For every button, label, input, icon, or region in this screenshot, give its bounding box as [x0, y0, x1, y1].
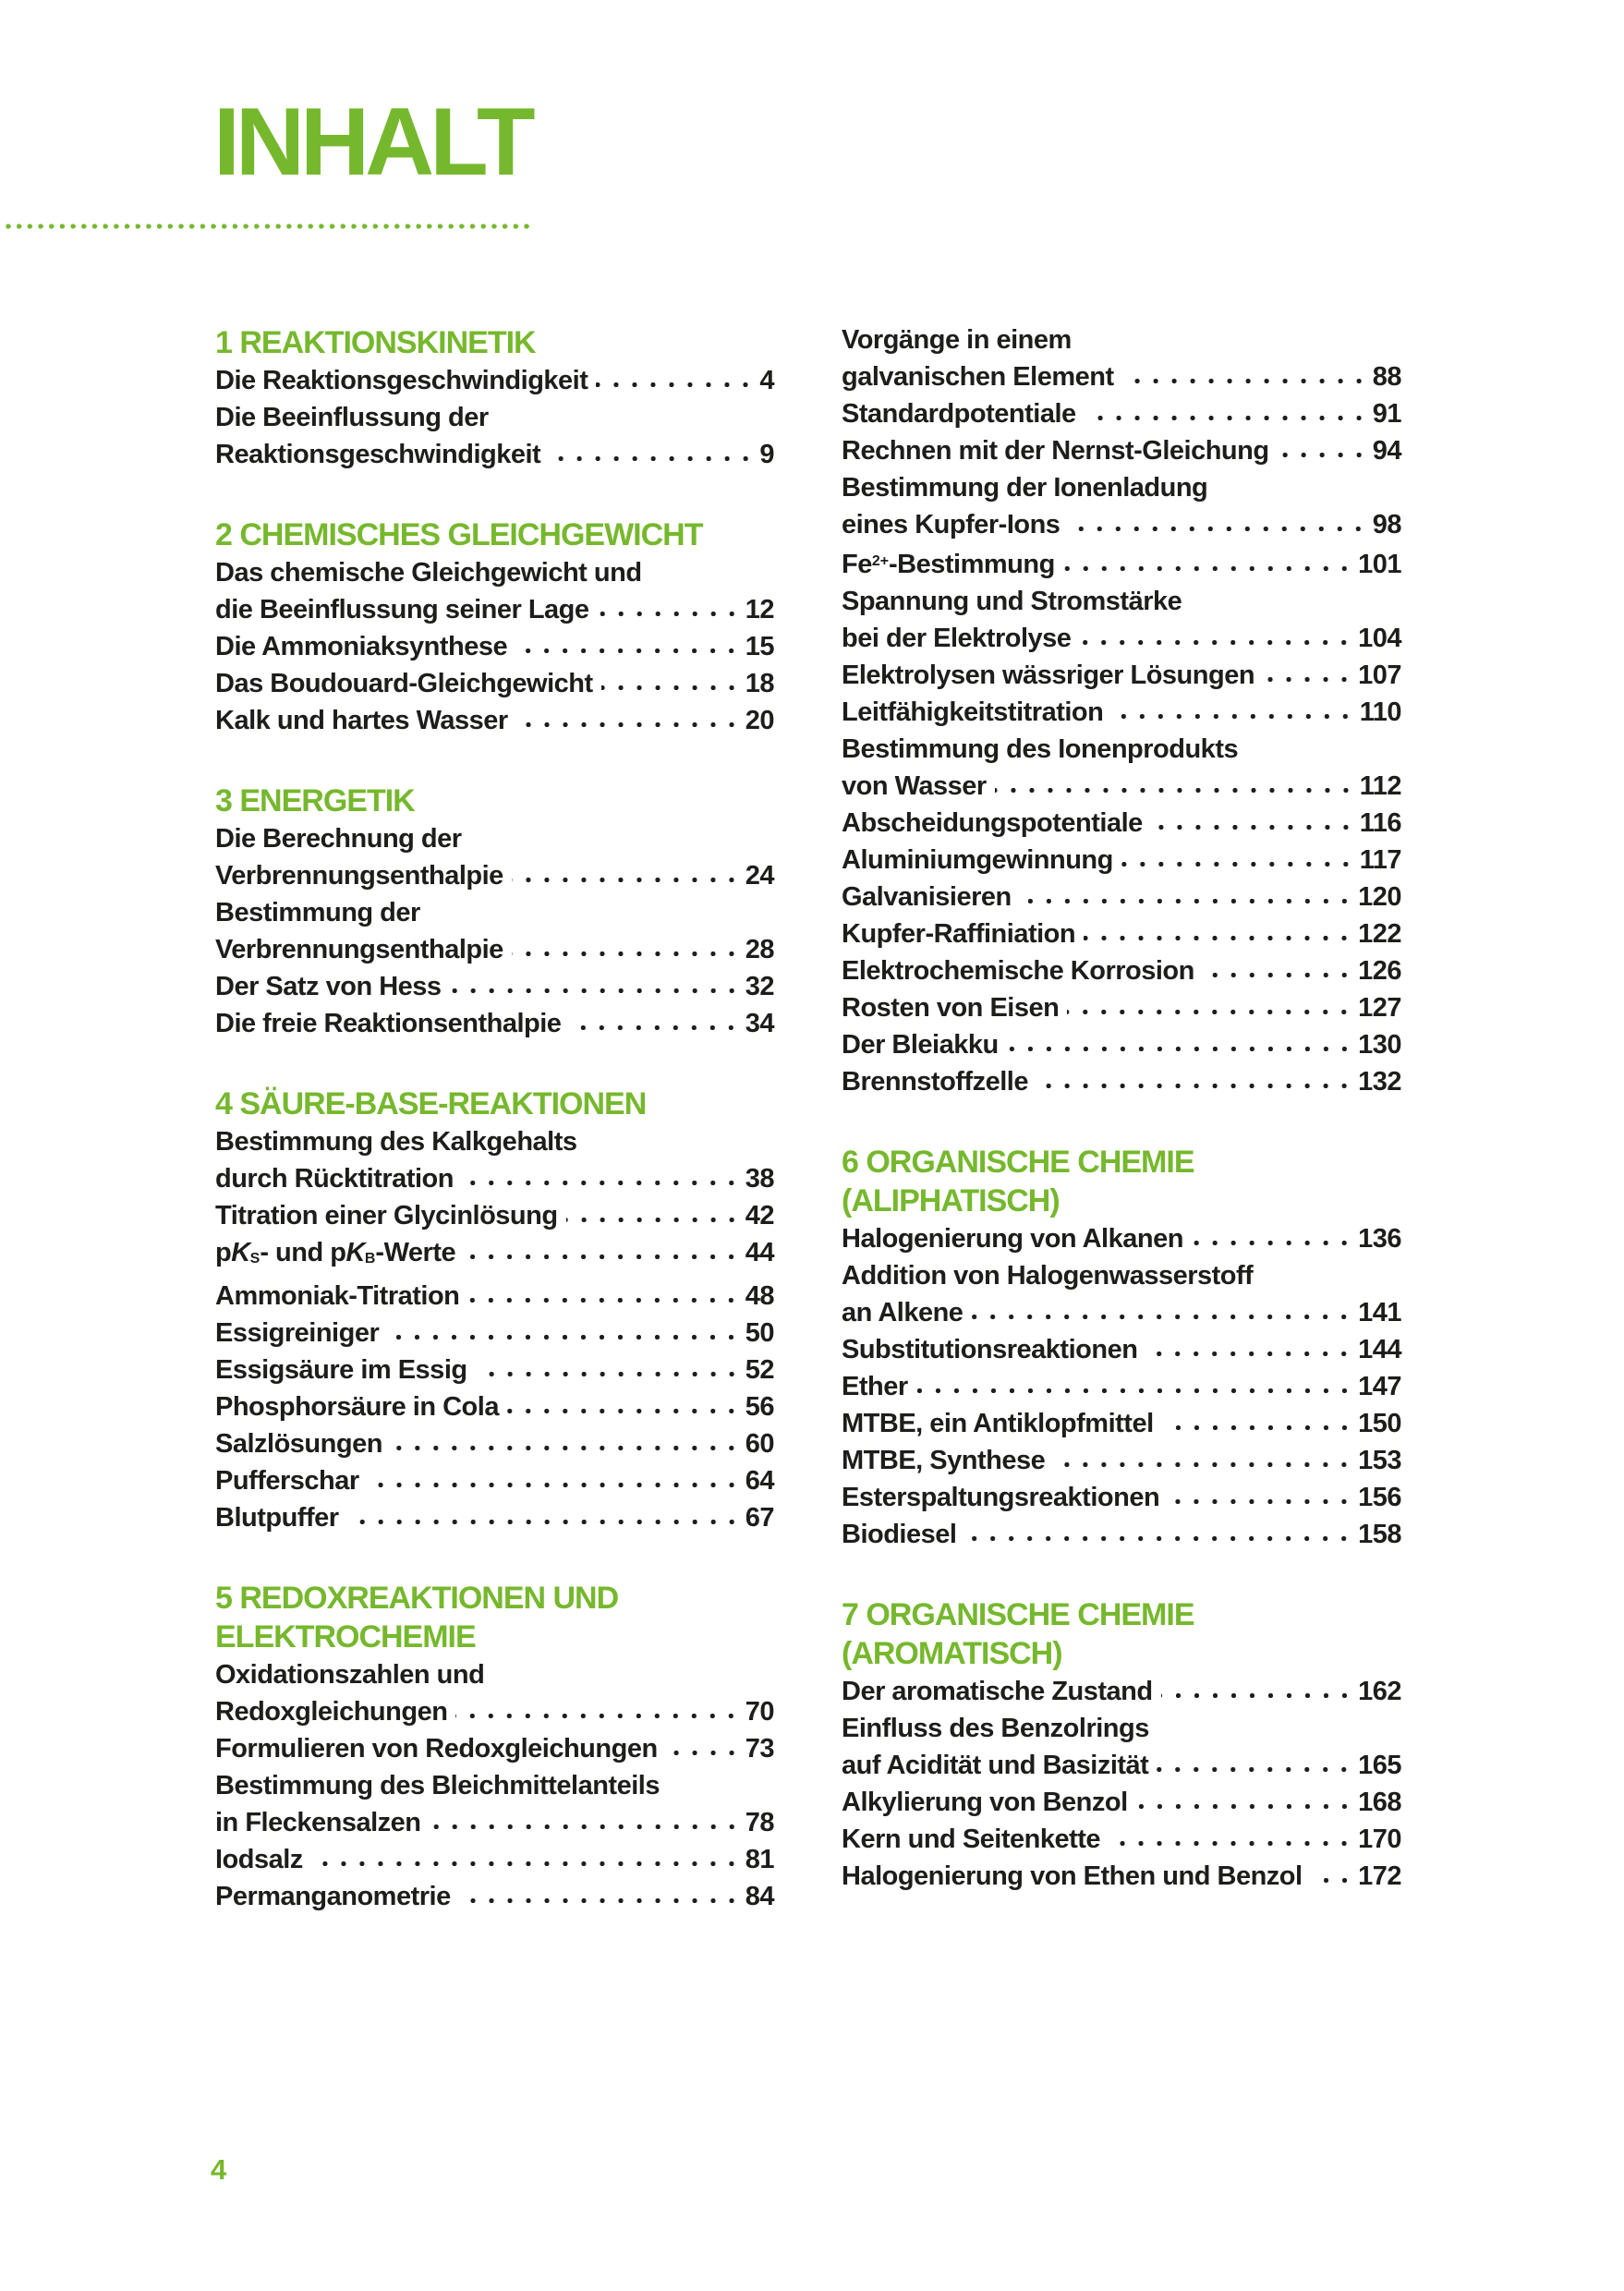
entry-label: durch Rücktitration [215, 1164, 454, 1194]
leader-dots [1157, 1765, 1353, 1774]
leader-dots [666, 1749, 741, 1757]
leader-dots [964, 1534, 1353, 1543]
leader-dots [347, 1518, 741, 1526]
entry-page-number: 78 [745, 1807, 774, 1837]
toc-entry-wrap-line [215, 554, 774, 591]
section-heading-line: ELEKTROCHEMIE [215, 1618, 476, 1655]
leader-dots [516, 721, 741, 729]
entry-label: Die freie Reaktionsenthalpie [215, 1009, 562, 1038]
entry-label: auf Acidität und Basizität [842, 1750, 1149, 1780]
entry-label: Elektrochemische Korrosion [842, 955, 1194, 986]
entry-label: MTBE, Synthese [842, 1445, 1046, 1475]
entry-label: Bestimmung der [215, 898, 420, 927]
toc-entry-wrap-line [215, 1767, 774, 1804]
toc-section [215, 515, 774, 739]
toc-entry [215, 665, 774, 702]
toc-entry [215, 1425, 774, 1462]
entry-label: Verbrennungsenthalpie [215, 935, 503, 964]
entry-label: Halogenierung von Ethen und Benzol [842, 1861, 1303, 1891]
toc-section [215, 782, 774, 1042]
entry-page-number: 67 [745, 1502, 774, 1533]
toc-entry [842, 1747, 1401, 1784]
entry-page-number: 162 [1358, 1676, 1401, 1706]
entry-label: Rechnen mit der Nernst-Gleichung [842, 436, 1269, 466]
toc-entry [215, 702, 774, 739]
section-heading-line: 7 ORGANISCHE CHEMIE [842, 1596, 1194, 1632]
leader-dots [1079, 638, 1353, 647]
entry-page-number: 34 [745, 1009, 774, 1038]
entry-label: Iodsalz [215, 1844, 303, 1874]
entry-label: Kern und Seitenkette [842, 1824, 1101, 1854]
toc-entry [842, 879, 1401, 915]
entry-label: die Beeinflussung seiner Lage [215, 595, 589, 624]
section-heading-line: (ALIPHATISCH) [842, 1182, 1060, 1218]
section-heading-line: 4 SÄURE-BASE-REAKTIONEN [215, 1086, 647, 1121]
entry-label: Standardpotentiale [842, 399, 1076, 429]
toc-entry [842, 620, 1401, 657]
toc-section [842, 1595, 1401, 1895]
entry-label: an Alkene [842, 1297, 963, 1327]
entry-label: Die Berechnung der [215, 824, 462, 854]
entry-label: Rosten von Eisen [842, 992, 1060, 1023]
leader-dots [1067, 1008, 1353, 1016]
leader-dots [1311, 1876, 1354, 1885]
entry-label: Kupfer-Raffiniation [842, 918, 1076, 949]
toc-entry-wrap-line [842, 1257, 1401, 1294]
toc-entry [842, 432, 1401, 469]
entry-label: Aluminiumgewinnung [842, 844, 1113, 875]
entry-label: Der aromatische Zustand [842, 1676, 1153, 1706]
toc-entry [842, 543, 1401, 583]
leader-dots [1109, 1839, 1353, 1848]
leader-dots [1162, 1424, 1353, 1432]
entry-page-number: 136 [1358, 1223, 1401, 1254]
entry-label: Abscheidungspotentiale [842, 807, 1143, 838]
entry-label: Bestimmung der Ionenladung [842, 473, 1208, 503]
toc-section [842, 321, 1401, 1100]
entry-label: Salzlösungen [215, 1428, 382, 1459]
entry-label: Verbrennungsenthalpie [215, 861, 503, 891]
entry-page-number: 44 [745, 1238, 774, 1267]
entry-label: Der Satz von Hess [215, 972, 442, 1001]
toc-entry [215, 1878, 774, 1915]
toc-column-right [842, 0, 1401, 1895]
entry-page-number: 127 [1358, 992, 1401, 1023]
entry-page-number: 73 [745, 1733, 774, 1764]
entry-label: Kalk und hartes Wasser [215, 706, 508, 735]
toc-entry [215, 1499, 774, 1536]
entry-page-number: 144 [1358, 1334, 1401, 1364]
entry-page-number: 70 [745, 1696, 774, 1727]
entry-label: Permanganometrie [215, 1881, 451, 1911]
leader-dots [1263, 675, 1353, 684]
leader-dots [598, 610, 741, 618]
leader-dots [464, 1253, 741, 1261]
leader-dots [1203, 971, 1353, 979]
toc-entry [842, 1673, 1401, 1710]
toc-entry [842, 395, 1401, 432]
entry-label: galvanischen Element [842, 362, 1114, 392]
entry-page-number: 104 [1358, 623, 1401, 653]
entry-label: Bestimmung des Ionenprodukts [842, 733, 1239, 764]
entry-label: Formulieren von Redoxgleichungen [215, 1733, 658, 1764]
leader-dots [1068, 525, 1367, 533]
entry-label: Pufferschar [215, 1465, 359, 1496]
toc-entry [842, 1821, 1401, 1858]
leader-dots [1161, 1691, 1354, 1700]
toc-entry [842, 1516, 1401, 1553]
entry-label: bei der Elektrolyse [842, 623, 1072, 653]
entry-page-number: 117 [1359, 844, 1401, 875]
toc-entry [215, 1730, 774, 1767]
toc-entry [842, 1331, 1401, 1368]
leader-dots [1136, 1802, 1353, 1811]
toc-entry [215, 1315, 774, 1352]
entry-label: Substitutionsreaktionen [842, 1334, 1138, 1364]
leader-dots [916, 1387, 1353, 1395]
entry-label: Halogenierung von Alkanen [842, 1223, 1183, 1254]
leader-dots [455, 1712, 740, 1720]
entry-page-number: 101 [1358, 549, 1401, 579]
entry-page-number: 56 [745, 1391, 774, 1422]
leader-dots [430, 1823, 741, 1831]
entry-page-number: 110 [1359, 697, 1401, 727]
leader-dots [601, 684, 741, 692]
entry-page-number: 107 [1358, 660, 1401, 690]
toc-entry-wrap-line [842, 731, 1401, 768]
toc-entry [842, 915, 1401, 952]
toc-entry-wrap-line [215, 1656, 774, 1693]
leader-dots [507, 1407, 741, 1415]
entry-label: Die Reaktionsgeschwindigkeit [215, 366, 588, 395]
section-heading-line: (AROMATISCH) [842, 1635, 1062, 1671]
toc-entry [215, 362, 774, 399]
leader-dots [1145, 1350, 1353, 1358]
entry-label: Ether [842, 1371, 908, 1401]
leader-dots [1278, 451, 1368, 459]
entry-label: Die Ammoniaksynthese [215, 632, 508, 661]
entry-label: MTBE, ein Antiklopfmittel [842, 1408, 1154, 1438]
toc-entry [842, 1405, 1401, 1442]
toc-entry [215, 1841, 774, 1878]
leader-dots [1192, 1239, 1353, 1247]
entry-page-number: 28 [745, 935, 774, 964]
toc-entry [842, 805, 1401, 842]
entry-page-number: 48 [745, 1280, 774, 1311]
leader-dots [566, 1216, 741, 1224]
leader-dots [1121, 860, 1355, 868]
entry-label: Addition von Halogenwasserstoff [842, 1260, 1254, 1291]
entry-label: in Fleckensalzen [215, 1807, 421, 1837]
toc-entry-wrap-line [215, 894, 774, 931]
page-title: INHALT [213, 89, 531, 196]
entry-page-number: 150 [1358, 1408, 1401, 1438]
entry-label: Die Beeinflussung der [215, 403, 489, 432]
toc-entry [215, 1804, 774, 1841]
toc-entry [215, 1278, 774, 1315]
toc-section [842, 1143, 1401, 1553]
entry-label: Essigsäure im Essig [215, 1354, 467, 1385]
toc-section [215, 1085, 774, 1536]
entry-page-number: 158 [1358, 1519, 1401, 1549]
entry-page-number: 165 [1358, 1750, 1401, 1780]
toc-entry [215, 968, 774, 1005]
entry-label: Der Bleiakku [842, 1029, 999, 1060]
entry-page-number: 172 [1358, 1861, 1401, 1891]
entry-label: Essigreiniger [215, 1317, 380, 1348]
toc-section [215, 323, 774, 473]
toc-entry-wrap-line [215, 399, 774, 436]
entry-label: Titration einer Glycinlösung [215, 1201, 558, 1230]
toc-entry [842, 1026, 1401, 1063]
section-heading-line: 2 CHEMISCHES GLEICHGEWICHT [215, 517, 703, 552]
toc-entry-wrap-line [842, 1710, 1401, 1747]
toc-section [215, 1579, 774, 1915]
entry-page-number: 168 [1358, 1787, 1401, 1817]
leader-dots [1053, 1461, 1353, 1469]
entry-label: Elektrolysen wässriger Lösungen [842, 660, 1255, 690]
entry-page-number: 132 [1358, 1066, 1401, 1097]
entry-page-number: 38 [745, 1164, 774, 1194]
entry-page-number: 122 [1358, 918, 1401, 949]
entry-label: Biodiesel [842, 1519, 957, 1549]
leader-dots [569, 1024, 740, 1032]
toc-entry [842, 1442, 1401, 1479]
entry-page-number: 130 [1358, 1029, 1401, 1060]
leader-dots [391, 1444, 741, 1452]
entry-label: Oxidationszahlen und [215, 1659, 485, 1690]
leader-dots [387, 1333, 740, 1341]
toc-entry [842, 989, 1401, 1026]
entry-page-number: 94 [1372, 436, 1401, 466]
entry-label: Brennstoffzelle [842, 1066, 1028, 1097]
toc-entry [842, 1784, 1401, 1821]
leader-dots [1085, 414, 1368, 422]
toc-entry [215, 1234, 774, 1278]
entry-label: Spannung und Stromstärke [842, 586, 1182, 616]
entry-page-number: 18 [745, 669, 774, 698]
leader-dots [971, 1313, 1353, 1321]
entry-page-number: 153 [1358, 1445, 1401, 1475]
toc-entry [842, 1294, 1401, 1331]
toc-entry-wrap-line [842, 469, 1401, 506]
entry-page-number: 50 [745, 1317, 774, 1348]
entry-label: Bestimmung des Bleichmittelanteils [215, 1770, 660, 1800]
leader-dots [459, 1897, 741, 1905]
toc-entry [842, 657, 1401, 694]
entry-label: Blutpuffer [215, 1502, 339, 1533]
entry-label: $pK_S-$ und $pK_B$-Werte [215, 1238, 456, 1267]
toc-entry [842, 506, 1401, 543]
entry-label: Phosphorsäure in Cola [215, 1391, 499, 1422]
entry-page-number: 24 [745, 861, 774, 891]
entry-label: Bestimmung des Kalkgehalts [215, 1127, 577, 1157]
toc-entry [842, 1220, 1401, 1257]
entry-page-number: 32 [745, 972, 774, 1001]
entry-label: Vorgänge in einem [842, 325, 1072, 355]
leader-dots [1111, 712, 1354, 721]
entry-page-number: 88 [1372, 362, 1401, 392]
entry-label: Leitfähigkeitstitration [842, 697, 1104, 727]
leader-dots [596, 381, 755, 389]
leader-dots [512, 876, 741, 884]
toc-entry [215, 1352, 774, 1388]
toc-entry [215, 1693, 774, 1730]
entry-label: Reaktionsgeschwindigkeit [215, 440, 541, 469]
toc-entry [215, 628, 774, 665]
leader-dots [476, 1370, 741, 1378]
entry-label: Das chemische Gleichgewicht und [215, 558, 642, 588]
section-heading-line: 6 ORGANISCHE CHEMIE [842, 1144, 1194, 1180]
toc-entry [215, 1197, 774, 1234]
entry-page-number: 91 [1372, 399, 1401, 429]
toc-entry [842, 1368, 1401, 1405]
leader-dots [1063, 564, 1353, 573]
entry-label: Esterspaltungsreaktionen [842, 1482, 1160, 1512]
entry-page-number: 20 [745, 706, 774, 735]
leader-dots [549, 455, 755, 463]
leader-dots [1168, 1497, 1353, 1506]
leader-dots [1020, 897, 1353, 905]
toc-entry [842, 1063, 1401, 1100]
page-number: 4 [211, 2153, 227, 2186]
entry-page-number: 98 [1372, 510, 1401, 539]
leader-dots [462, 1179, 741, 1187]
entry-label: Einfluss des Benzolrings [842, 1713, 1149, 1743]
entry-label: Galvanisieren [842, 881, 1012, 912]
entry-page-number: 12 [745, 595, 774, 624]
section-heading-line: 3 ENERGETIK [215, 783, 415, 818]
leader-dots [512, 950, 741, 958]
entry-page-number: 170 [1358, 1824, 1401, 1854]
entry-label: von Wasser [842, 770, 987, 801]
entry-label: Ammoniak-Titration [215, 1280, 460, 1311]
entry-page-number: 52 [745, 1354, 774, 1385]
toc-entry [842, 358, 1401, 395]
toc-entry [215, 1160, 774, 1197]
leader-dots [515, 647, 741, 655]
toc-column-left [215, 0, 774, 1915]
toc-entry [842, 768, 1401, 805]
leader-dots [467, 1296, 740, 1304]
entry-page-number: 141 [1358, 1297, 1401, 1327]
entry-page-number: 112 [1359, 770, 1401, 801]
toc-entry [215, 857, 774, 894]
toc-entry [215, 591, 774, 628]
leader-dots [368, 1481, 741, 1489]
entry-page-number: 64 [745, 1465, 774, 1496]
entry-page-number: 84 [745, 1881, 774, 1911]
toc-entry [842, 842, 1401, 879]
entry-page-number: 126 [1358, 955, 1401, 986]
leader-dots [995, 786, 1355, 794]
toc-entry [215, 436, 774, 473]
entry-page-number: 116 [1359, 807, 1401, 838]
entry-page-number: 9 [759, 440, 774, 469]
toc-entry-wrap-line [215, 820, 774, 857]
toc-entry [215, 1462, 774, 1499]
leader-dots [1036, 1082, 1353, 1090]
entry-label: eines Kupfer-Ions [842, 510, 1060, 539]
entry-page-number: 156 [1358, 1482, 1401, 1512]
leader-dots [1122, 377, 1368, 385]
toc-entry-wrap-line [842, 321, 1401, 358]
entry-page-number: 4 [759, 366, 774, 395]
leader-dots [311, 1860, 741, 1868]
leader-dots [1007, 1045, 1353, 1053]
toc-entry [215, 931, 774, 968]
toc-entry [215, 1005, 774, 1042]
section-heading-line: 1 REAKTIONSKINETIK [215, 325, 536, 360]
entry-label: Alkylierung von Benzol [842, 1787, 1128, 1817]
section-heading-line: 5 REDOXREAKTIONEN UND [215, 1580, 619, 1616]
entry-page-number: 81 [745, 1844, 774, 1874]
toc-entry-wrap-line [842, 583, 1401, 620]
entry-page-number: 60 [745, 1428, 774, 1459]
entry-page-number: 120 [1358, 881, 1401, 912]
toc-entry [842, 952, 1401, 989]
entry-page-number: 15 [745, 632, 774, 661]
toc-entry-wrap-line [215, 1123, 774, 1160]
entry-page-number: 42 [745, 1201, 774, 1230]
leader-dots [450, 987, 741, 995]
entry-label: Das Boudouard-Gleichgewicht [215, 669, 593, 698]
entry-page-number: 147 [1358, 1371, 1401, 1401]
toc-entry [842, 1479, 1401, 1516]
toc-entry [842, 694, 1401, 731]
toc-entry [842, 1858, 1401, 1895]
entry-label: Redoxgleichungen [215, 1696, 448, 1727]
leader-dots [1084, 934, 1353, 942]
toc-entry [215, 1388, 774, 1425]
leader-dots [1151, 823, 1355, 831]
entry-label: $Fe^{2+}$-Bestimmung [842, 549, 1055, 579]
